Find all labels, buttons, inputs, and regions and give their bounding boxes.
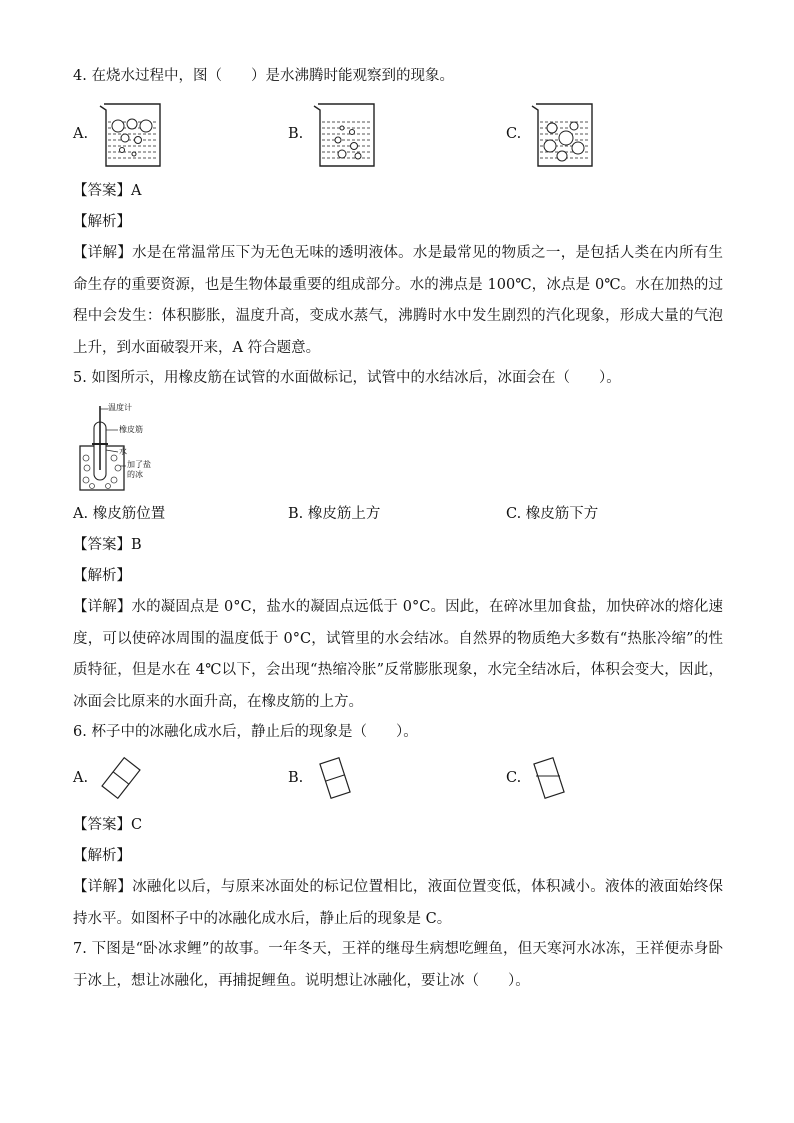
q5-option-a: A. 橡皮筋位置 (73, 506, 166, 522)
q5-label-water: 水 (119, 447, 127, 456)
question-6-stem: 6. 杯子中的冰融化成水后，静止后的现象是（ ）。 (73, 724, 418, 740)
question-7-stem: 7. 下图是“卧冰求鲤”的故事。一年冬天，王祥的继母生病想吃鲤鱼，但天寒河水冰冻，王祥便赤身卧于冰上，想让冰融化，再捕捉鲤鱼。说明想让冰融化，要让冰（ ）。 (73, 941, 723, 989)
q5-option-c: C. 橡皮筋下方 (506, 506, 599, 522)
q6-option-a-cup-figure (98, 754, 144, 802)
q5-option-b: B. 橡皮筋上方 (288, 506, 381, 522)
q4-option-b-label: B. (288, 126, 304, 142)
q5-analysis-heading: 【解析】 (73, 568, 131, 584)
q5-test-tube-figure (76, 404, 166, 492)
q4-option-c-label: C. (506, 126, 522, 142)
q5-label-rubber-band: 橡皮筋 (119, 425, 143, 434)
q5-answer: 【答案】B (73, 537, 142, 553)
question-5-stem: 5. 如图所示，用橡皮筋在试管的水面做标记，试管中的水结冰后，冰面会在（ ）。 (73, 370, 621, 386)
q4-analysis-heading: 【解析】 (73, 214, 131, 230)
q5-label-salted-ice-2: 的冰 (127, 470, 143, 479)
q6-option-c-label: C. (506, 770, 522, 786)
q4-option-c-beaker-figure (530, 100, 600, 170)
q5-detail: 【详解】水的凝固点是 0°C，盐水的凝固点远低于 0°C。因此，在碎冰里加食盐，加快碎冰的熔化速度，可以使碎冰周围的温度低于 0°C，试管里的水会结冰。自然界的物质绝大多数有“热胀冷缩”的性质特征，但是水在 4℃以下，会出现“热缩冷胀”反常膨胀现象，水完全结冰后，体积会变大，因此，冰面会比原来的水面升高，在橡皮筋的上方。 (73, 599, 723, 710)
q6-answer: 【答案】C (73, 817, 143, 833)
q6-analysis-heading: 【解析】 (73, 848, 131, 864)
q4-option-a-label: A. (73, 126, 89, 142)
q4-answer: 【答案】A (73, 183, 142, 199)
q6-option-a-label: A. (73, 770, 89, 786)
q6-option-c-cup-figure (526, 754, 572, 802)
q5-label-thermometer: 温度计 (108, 403, 132, 412)
q5-label-salted-ice-1: 加了盐 (127, 460, 151, 469)
q6-option-b-cup-figure (312, 754, 358, 802)
q6-detail: 【详解】冰融化以后，与原来冰面处的标记位置相比，液面位置变低，体积减小。液体的液面始终保持水平。如图杯子中的冰融化成水后，静止后的现象是 C。 (73, 879, 723, 927)
q4-detail: 【详解】水是在常温常压下为无色无味的透明液体。水是最常见的物质之一，是包括人类在内所有生命生存的重要资源，也是生物体最重要的组成部分。水的沸点是 100℃，冰点是 0℃。水在加热的过程中会发生：体积膨胀，温度升高，变成水蒸气，沸腾时水中发生剧烈的汽化现象，形成大量的气泡上升，到水面破裂开来，A 符合题意。 (73, 245, 723, 356)
question-4-stem: 4. 在烧水过程中，图（ ）是水沸腾时能观察到的现象。 (73, 68, 454, 84)
q4-option-b-beaker-figure (312, 100, 382, 170)
q4-option-a-beaker-figure (98, 100, 168, 170)
q6-option-b-label: B. (288, 770, 304, 786)
